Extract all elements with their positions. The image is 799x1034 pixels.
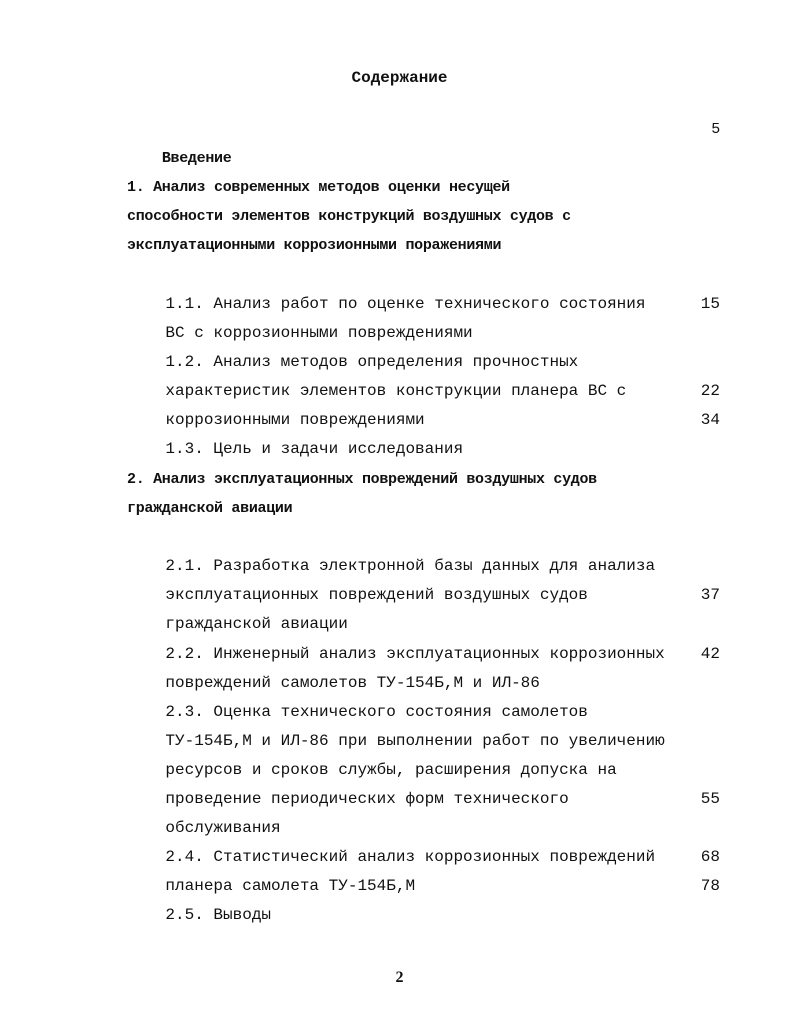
toc-entry-2-3 bbox=[127, 698, 720, 750]
toc-page-number: 5 bbox=[711, 121, 720, 138]
toc-entry-text: 1.3. Цель и задачи исследования bbox=[165, 440, 464, 458]
toc-entry-text: гражданской авиации bbox=[165, 615, 348, 633]
toc-entry-text: 2.3. Оценка технического состояния самолетов bbox=[165, 703, 588, 721]
chapter-1-heading-line: эксплуатационными коррозионными поражениями bbox=[127, 237, 502, 254]
toc-page-number: 42 bbox=[700, 645, 720, 663]
toc-entry-text: ВС с коррозионными повреждениями bbox=[165, 324, 473, 342]
page-number: 2 bbox=[395, 969, 404, 986]
toc-entry-text: 1.1. Анализ работ по оценке технического состояния bbox=[165, 295, 646, 313]
chapter-2-heading-line: гражданской авиации bbox=[127, 500, 293, 517]
toc-entry-text: характеристик элементов конструкции планера ВС с bbox=[165, 382, 627, 400]
page-title: Содержание bbox=[351, 69, 448, 87]
chapter-1-heading-line: 1. Анализ современных методов оценки несущей bbox=[127, 179, 510, 196]
toc-entry-1-2 bbox=[127, 319, 720, 371]
chapter-1-heading-line: способности элементов конструкций воздушных судов с bbox=[127, 208, 571, 225]
toc-entry-2-3 bbox=[127, 669, 720, 721]
toc-page-number: 37 bbox=[700, 586, 720, 604]
toc-entry-text: 2.5. Выводы bbox=[165, 906, 272, 924]
toc-page-number: 22 bbox=[700, 382, 720, 400]
toc-entry-text: ресурсов и сроков службы, расширения допуска на bbox=[165, 761, 617, 779]
toc-page-number: 68 bbox=[700, 848, 720, 866]
toc-entry-2-3 bbox=[127, 727, 720, 779]
toc-entry-text: 2.4. Статистический анализ коррозионных повреждений bbox=[165, 848, 656, 866]
toc-entry-text: 2.1. Разработка электронной базы данных для анализа bbox=[165, 557, 656, 575]
toc-entry-text: коррозионными повреждениями bbox=[165, 411, 425, 429]
toc-entry-text: Введение bbox=[161, 150, 232, 167]
toc-entry-1-1 bbox=[127, 290, 720, 342]
toc-entry-2-3 bbox=[127, 785, 720, 837]
toc-entry-text: 2.2. Инженерный анализ эксплуатационных коррозионных bbox=[165, 645, 665, 663]
toc-entry-text: 1.2. Анализ методов определения прочностных bbox=[165, 353, 579, 371]
toc-entry-2-1 bbox=[127, 523, 720, 575]
chapter-2-heading-line: 2. Анализ эксплуатационных повреждений воздушных судов bbox=[127, 471, 597, 488]
toc-page-number: 55 bbox=[700, 790, 720, 808]
toc-entry-intro bbox=[127, 115, 720, 167]
toc-page-number: 34 bbox=[700, 411, 720, 429]
toc-page-number: 15 bbox=[700, 295, 720, 313]
toc-entry-text: планера самолета ТУ-154Б,М bbox=[165, 877, 416, 895]
toc-entry-2-1 bbox=[127, 581, 720, 633]
toc-entry-text: эксплуатационных повреждений воздушных судов bbox=[165, 586, 588, 604]
toc-entry-1-3 bbox=[127, 406, 720, 458]
toc-page-number: 78 bbox=[700, 877, 720, 895]
toc-entry-text: проведение периодических форм технического bbox=[165, 790, 569, 808]
toc-entry-text: обслуживания bbox=[165, 819, 281, 837]
toc-entry-text: ТУ-154Б,М и ИЛ-86 при выполнении работ по увеличению bbox=[165, 732, 665, 750]
toc-entry-2-5 bbox=[127, 872, 720, 924]
toc-entry-text: повреждений самолетов ТУ-154Б,М и ИЛ-86 bbox=[165, 674, 540, 692]
toc-entry-2-2 bbox=[127, 640, 720, 692]
